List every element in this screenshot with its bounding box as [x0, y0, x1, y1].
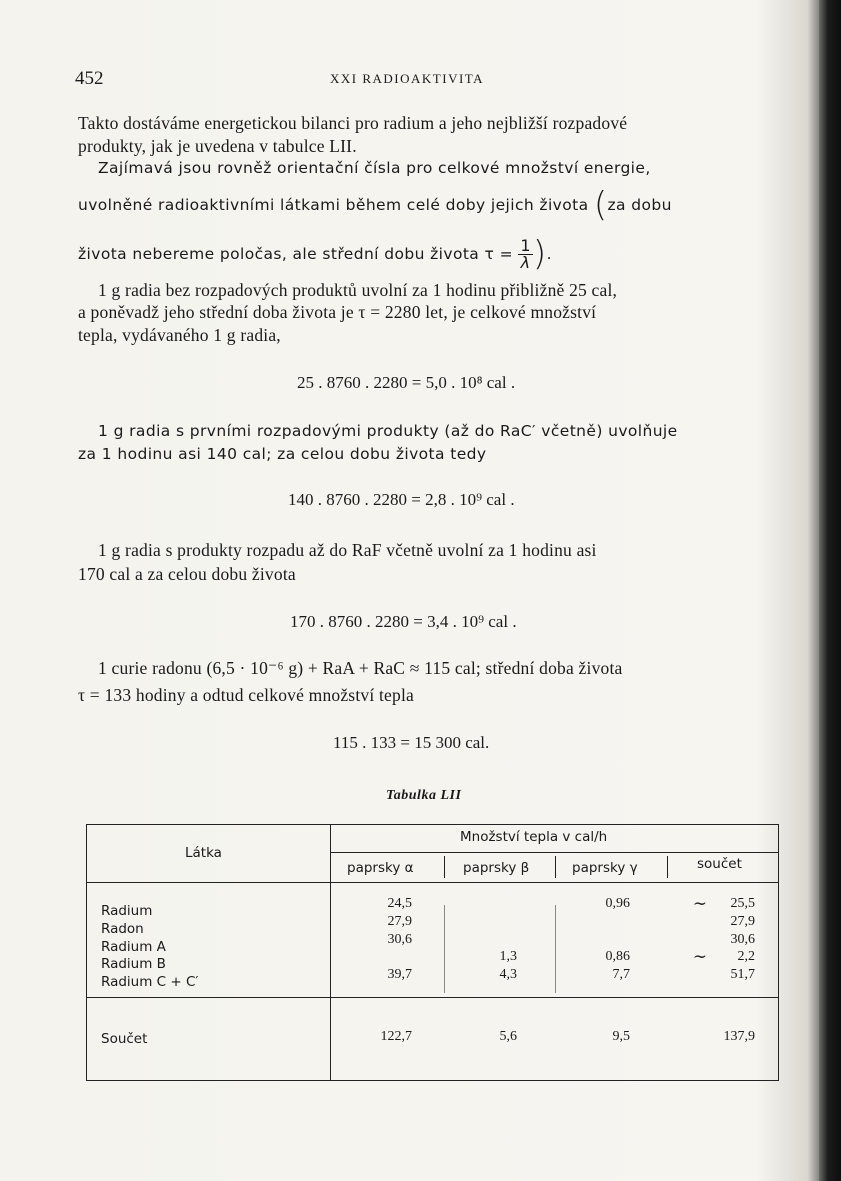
cell-alpha: 27,9	[387, 913, 412, 929]
equation-2: 140 . 8760 . 2280 = 2,8 . 10⁹ cal .	[288, 490, 515, 509]
rule-substance-col	[330, 825, 331, 1080]
col-gamma-values	[592, 895, 630, 984]
table-title: Tabulka LII	[386, 788, 462, 803]
paragraph-4-line-2: za 1 hodinu asi 140 cal; za celou dobu života tedy	[78, 445, 487, 463]
cell-sum: 25,5	[730, 896, 755, 911]
paragraph-3-line-1: 1 g radia bez rozpadových produktů uvolní za 1 hodinu přibližně 25 cal,	[98, 280, 618, 300]
col-approx-signs	[687, 895, 707, 984]
col-sum-values	[717, 895, 755, 984]
book-spine-shadow	[819, 0, 841, 1181]
paragraph-2-line-3: života nebereme poločas, ale střední dobu života τ = $\frac{1}{\lambda}$ ).	[78, 233, 552, 274]
cell-alpha: 39,7	[387, 967, 412, 983]
col-beta-values	[482, 895, 517, 984]
cell-alpha: 30,6	[387, 931, 412, 947]
cell-sum: 30,6	[730, 931, 755, 947]
paragraph-5-line-1: 1 g radia s produkty rozpadu až do RaF včetně uvolní za 1 hodinu asi	[98, 540, 597, 560]
paragraph-6-line-2: τ = 133 hodiny a odtud celkové množství tepla	[78, 685, 414, 705]
header-heat-quantity: Množství tepla v cal/h	[460, 829, 608, 845]
paragraph-2-text: uvolněné radioaktivními látkami během celé doby jejich života	[78, 196, 589, 215]
paragraph-6-line-1: 1 curie radonu (6,5 · 10⁻⁶ g) + RaA + RaC ≈ 115 cal; střední doba života	[98, 658, 623, 678]
cell-approx: ∼	[692, 894, 707, 913]
cell-beta: 1,3	[499, 949, 517, 965]
equation-1: 25 . 8760 . 2280 = 5,0 . 10⁸ cal .	[297, 373, 516, 392]
page-number: 452	[75, 68, 104, 89]
cell-alpha: 24,5	[387, 896, 412, 911]
cell-gamma	[592, 913, 630, 931]
cell-beta	[482, 895, 517, 913]
equation-3: 170 . 8760 . 2280 = 3,4 . 10⁹ cal .	[290, 612, 517, 631]
cell-beta	[482, 913, 517, 931]
rule-col-2	[555, 905, 556, 993]
paragraph-2-paren-text: za dobu	[607, 196, 672, 215]
rule-sub-1	[444, 856, 445, 878]
paragraph-4-line-1: 1 g radia s prvními rozpadovými produkty (až do RaC′ včetně) uvolňuje	[98, 422, 678, 440]
cell-sum: 27,9	[730, 913, 755, 929]
subheader-beta: paprsky β	[463, 860, 530, 876]
close-paren: )	[532, 233, 547, 274]
cell-approx	[687, 913, 707, 931]
cell-gamma: 7,7	[612, 967, 630, 983]
total-gamma: 9,5	[612, 1029, 630, 1044]
running-head: XXI RADIOAKTIVITA	[330, 71, 485, 86]
subheader-alpha: paprsky α	[347, 860, 414, 876]
rule-sub-3	[667, 856, 668, 878]
paragraph-3-line-3: tepla, vydávaného 1 g radia,	[78, 325, 281, 345]
rule-header-bottom	[87, 882, 778, 883]
col-alpha-values	[372, 895, 412, 984]
cell-gamma: 0,86	[605, 949, 630, 965]
row-name: Radium A	[101, 938, 166, 955]
subheader-gamma: paprsky γ	[572, 860, 638, 876]
paragraph-2-line-1: Zajímavá jsou rovněž orientační čísla pro celkové množství energie,	[98, 159, 651, 177]
data-table	[86, 824, 779, 1081]
cell-approx: ∼	[692, 947, 707, 967]
paragraph-2-line-2	[78, 185, 672, 225]
total-alpha: 122,7	[380, 1029, 412, 1044]
paragraph-3-line-2: a poněvadž jeho střední doba života je τ = 2280 let, je celkové množství	[78, 302, 597, 322]
fraction-denominator: λ	[520, 253, 531, 272]
paragraph-2-line-3-text: života nebereme poločas, ale střední dobu života τ =	[78, 245, 513, 263]
rule-group-header	[330, 852, 778, 853]
row-name: Radon	[101, 920, 144, 937]
rule-col-1	[444, 905, 445, 993]
fraction-numerator: 1	[520, 236, 531, 255]
cell-approx	[687, 931, 707, 949]
cell-gamma	[592, 931, 630, 949]
total-beta: 5,6	[499, 1029, 517, 1044]
equation-4: 115 . 133 = 15 300 cal.	[333, 733, 490, 752]
paragraph-1-line-2: produkty, jak je uvedena v tabulce LII.	[78, 136, 357, 156]
subheader-sum: součet	[697, 856, 742, 872]
paragraph-1-line-1: Takto dostáváme energetickou bilanci pro radium a jeho nejbližší rozpadové	[78, 113, 628, 133]
header-substance: Látka	[185, 845, 222, 861]
fraction-one-over-lambda	[518, 238, 533, 271]
total-label: Součet	[101, 1031, 148, 1047]
row-name: Radium	[101, 903, 153, 919]
open-paren: (	[593, 185, 608, 225]
cell-gamma: 0,96	[605, 896, 630, 911]
cell-alpha	[372, 948, 412, 966]
cell-beta: 4,3	[499, 967, 517, 983]
row-name: Radium B	[101, 956, 166, 973]
page-header	[75, 68, 775, 90]
rule-sub-2	[555, 856, 556, 878]
cell-sum: 2,2	[737, 949, 755, 965]
total-sum: 137,9	[723, 1029, 755, 1044]
cell-beta	[482, 931, 517, 949]
rule-total-top	[87, 997, 778, 998]
row-names	[101, 903, 199, 992]
cell-sum: 51,7	[730, 967, 755, 983]
cell-approx	[687, 966, 707, 984]
row-name: Radium C + C′	[101, 974, 199, 991]
paragraph-5-line-2: 170 cal a za celou dobu života	[78, 564, 296, 584]
